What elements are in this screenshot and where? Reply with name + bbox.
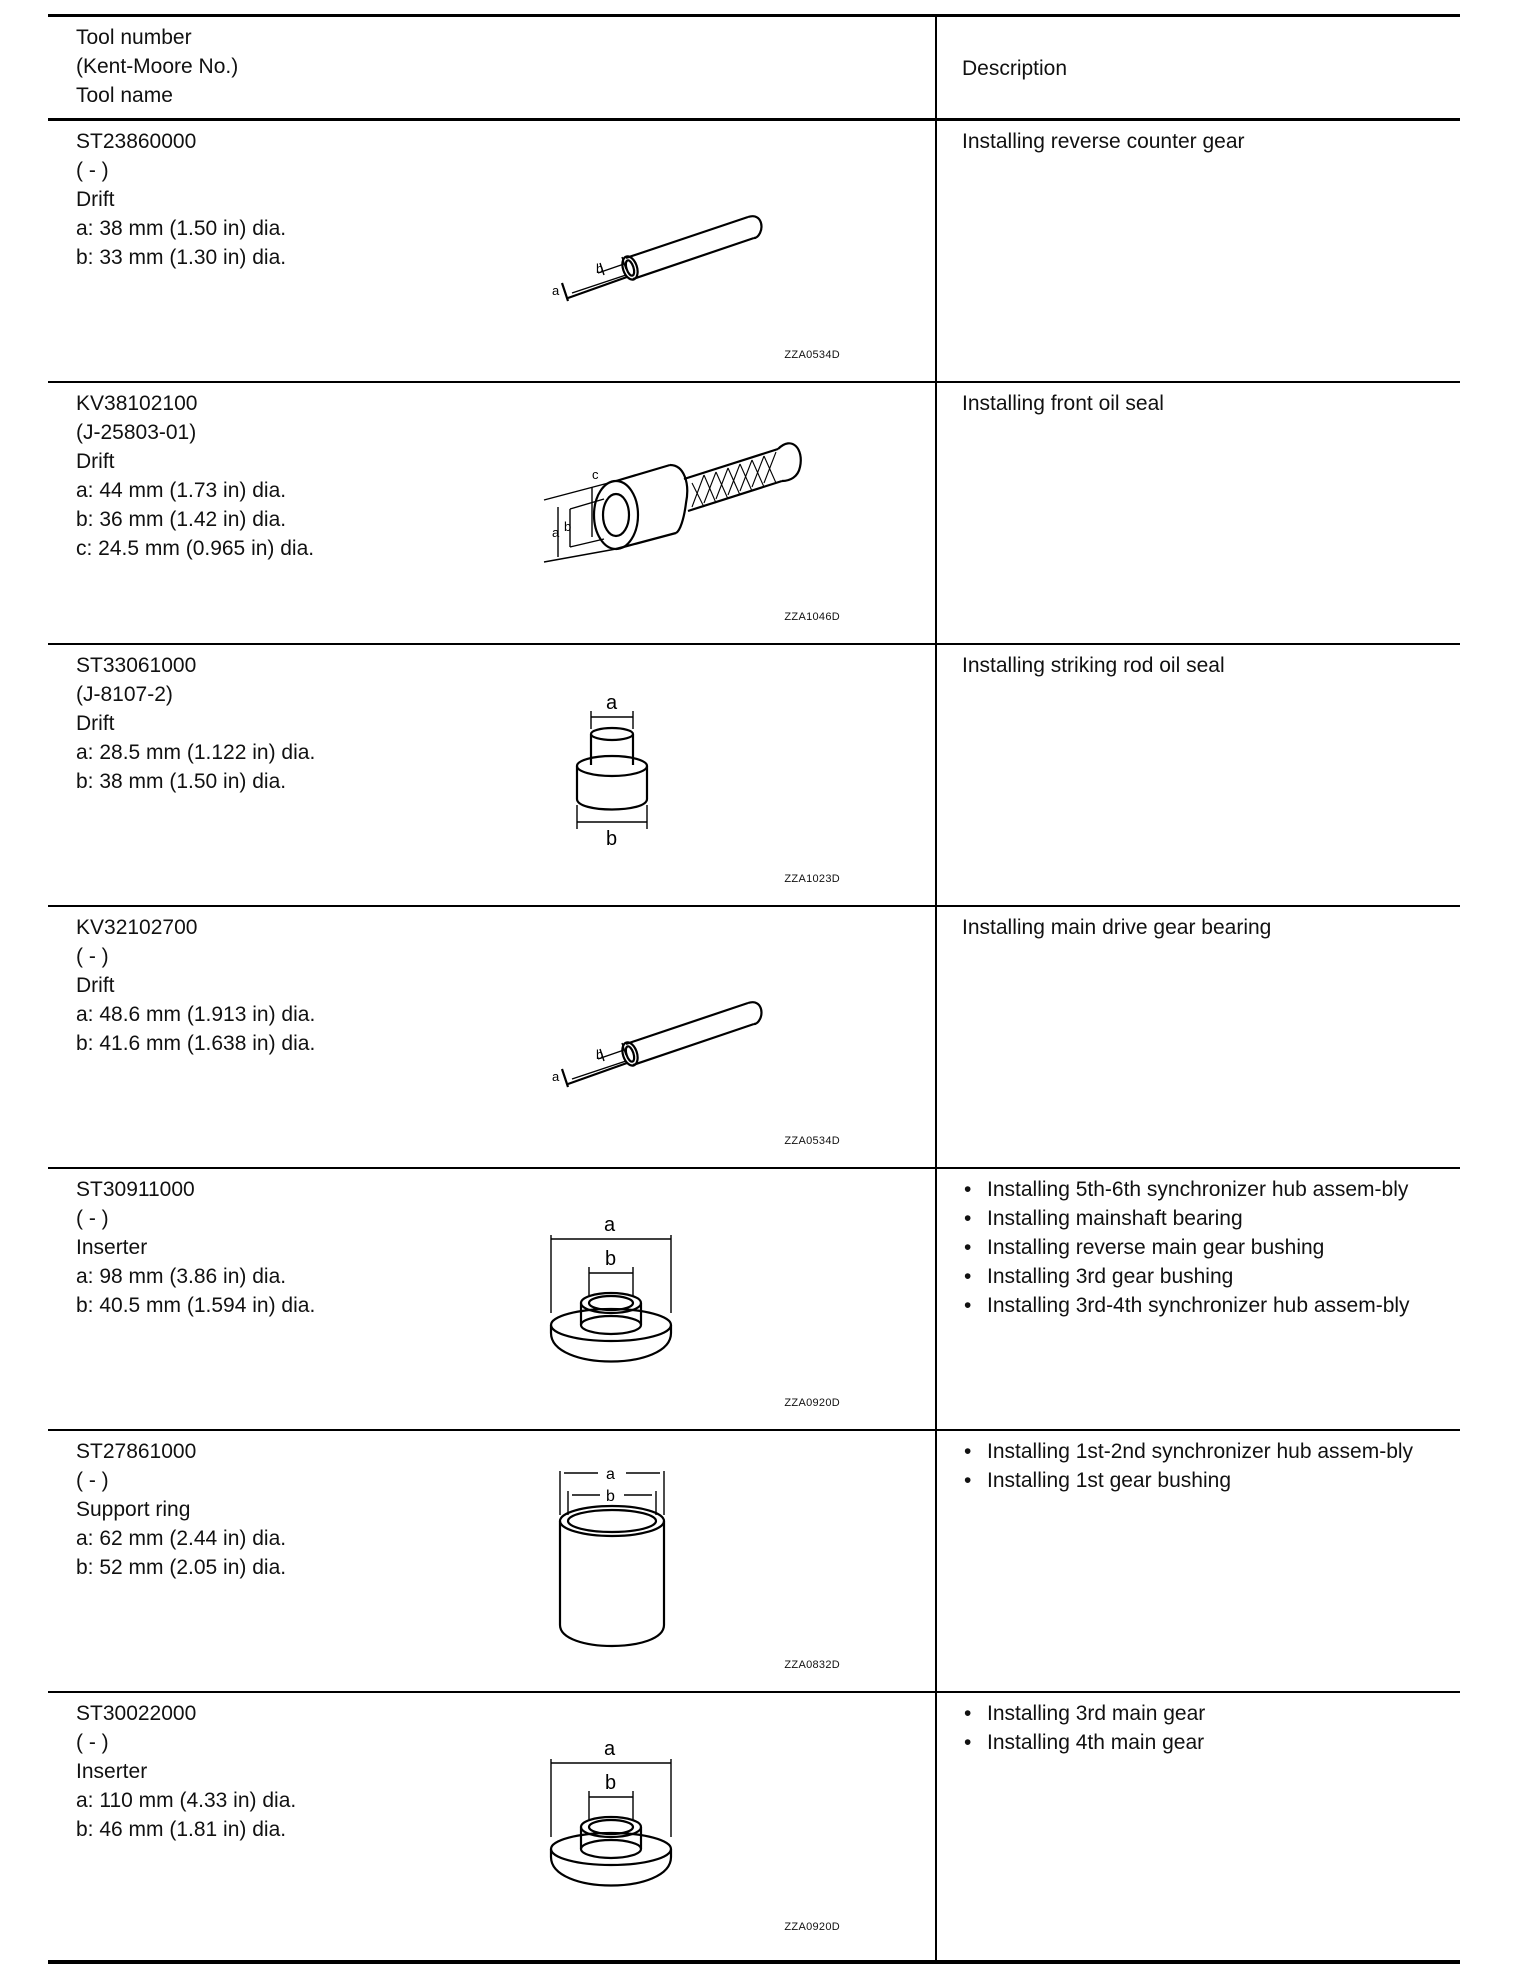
figure-code: ZZA0534D [784, 1135, 840, 1147]
tube-drift-icon [508, 911, 888, 1161]
tool-dimension: c: 24.5 mm (0.965 in) dia. [76, 537, 315, 560]
svg-text:a: a [606, 1466, 615, 1483]
tool-dimension: a: 38 mm (1.50 in) dia. [76, 217, 287, 240]
tool-dimension: a: 28.5 mm (1.122 in) dia. [76, 741, 316, 764]
svg-text:a: a [604, 1738, 616, 1760]
svg-text:b: b [596, 261, 604, 276]
svg-text:c: c [592, 467, 599, 482]
figure-code: ZZA1046D [784, 611, 840, 623]
description-item: • Installing 3rd-4th synchronizer hub assem-bly [962, 1291, 1442, 1320]
tool-number: KV32102700 [76, 916, 198, 939]
tool-spec [76, 1437, 286, 1582]
table-header [48, 17, 1460, 118]
header-description: Description [962, 57, 1068, 80]
tool-spec [76, 1175, 315, 1320]
svg-text:a: a [604, 1214, 616, 1236]
tool-dimension: a: 110 mm (4.33 in) dia. [76, 1789, 297, 1812]
table-bottom-rule [48, 1960, 1460, 1964]
tool-spec [76, 1699, 296, 1844]
table-row [48, 1693, 1460, 1955]
tool-number: ST27861000 [76, 1440, 197, 1463]
tool-dimension: b: 36 mm (1.42 in) dia. [76, 508, 287, 531]
tool-name: Support ring [76, 1498, 191, 1521]
tool-dimension: b: 46 mm (1.81 in) dia. [76, 1818, 287, 1841]
tool-spec [76, 913, 315, 1058]
description-item: • Installing 3rd main gear [962, 1699, 1442, 1728]
tool-name: Drift [76, 450, 115, 473]
description-item: • Installing 3rd gear bushing [962, 1262, 1442, 1291]
figure-code: ZZA0920D [784, 1397, 840, 1409]
tool-description [962, 651, 1442, 680]
tool-number: ST23860000 [76, 130, 197, 153]
support-ring-icon [508, 1435, 888, 1685]
description-list [962, 1175, 1442, 1320]
header-tool-number: Tool number [76, 26, 192, 49]
tool-dimension: b: 38 mm (1.50 in) dia. [76, 770, 287, 793]
tool-description [962, 1699, 1442, 1757]
tool-dimension: b: 52 mm (2.05 in) dia. [76, 1556, 287, 1579]
table-row [48, 383, 1460, 645]
tool-description [962, 127, 1442, 156]
svg-text:a: a [552, 525, 560, 540]
kent-moore-number: ( - ) [76, 1731, 109, 1754]
tool-number: ST30022000 [76, 1702, 197, 1725]
inserter-icon [508, 1173, 888, 1423]
kent-moore-number: ( - ) [76, 159, 109, 182]
header-kent-moore: (Kent-Moore No.) [76, 55, 239, 78]
description-item: • Installing mainshaft bearing [962, 1204, 1442, 1233]
header-tool-name: Tool name [76, 84, 173, 107]
tool-spec [76, 127, 286, 272]
kent-moore-number: ( - ) [76, 1207, 109, 1230]
tool-dimension: b: 33 mm (1.30 in) dia. [76, 246, 287, 269]
description-list [962, 1437, 1442, 1495]
description-text: Installing main drive gear bearing [962, 916, 1272, 939]
kent-moore-number: ( - ) [76, 945, 109, 968]
tool-dimension: b: 41.6 mm (1.638 in) dia. [76, 1032, 316, 1055]
svg-text:a: a [606, 692, 618, 714]
table-row [48, 1169, 1460, 1431]
table-row [48, 907, 1460, 1169]
header-tool-column [76, 23, 238, 110]
svg-text:b: b [605, 1772, 617, 1794]
svg-text:b: b [596, 1047, 604, 1062]
table-row [48, 121, 1460, 383]
description-list [962, 1699, 1442, 1757]
description-item: • Installing reverse main gear bushing [962, 1233, 1442, 1262]
tool-name: Drift [76, 712, 115, 735]
svg-text:b: b [564, 519, 572, 534]
svg-text:b: b [605, 1248, 617, 1270]
tool-description [962, 389, 1442, 418]
svg-text:b: b [606, 828, 618, 850]
tool-description [962, 1437, 1442, 1495]
description-text: Installing front oil seal [962, 392, 1164, 415]
tube-drift-icon [508, 125, 888, 375]
tool-dimension: a: 98 mm (3.86 in) dia. [76, 1265, 287, 1288]
tool-dimension: b: 40.5 mm (1.594 in) dia. [76, 1294, 316, 1317]
kent-moore-number: (J-25803-01) [76, 421, 197, 444]
description-item: • Installing 1st-2nd synchronizer hub assem-bly [962, 1437, 1442, 1466]
table-row [48, 1431, 1460, 1693]
description-item: • Installing 5th-6th synchronizer hub assem-bly [962, 1175, 1442, 1204]
tool-name: Drift [76, 188, 115, 211]
tool-name: Inserter [76, 1760, 148, 1783]
table-row [48, 645, 1460, 907]
stepped-drift-icon [508, 649, 888, 899]
inserter-icon [508, 1697, 888, 1947]
tool-spec [76, 389, 314, 563]
tool-name: Inserter [76, 1236, 148, 1259]
figure-code: ZZA0832D [784, 1659, 840, 1671]
tool-number: KV38102100 [76, 392, 198, 415]
description-item: • Installing 4th main gear [962, 1728, 1442, 1757]
description-item: • Installing 1st gear bushing [962, 1466, 1442, 1495]
tool-number: ST30911000 [76, 1178, 195, 1201]
tool-dimension: a: 44 mm (1.73 in) dia. [76, 479, 287, 502]
tool-description [962, 1175, 1442, 1320]
tool-number: ST33061000 [76, 654, 197, 677]
kent-moore-number: ( - ) [76, 1469, 109, 1492]
knurled-drift-icon [508, 387, 888, 637]
tool-spec [76, 651, 315, 796]
description-text: Installing reverse counter gear [962, 130, 1245, 153]
tool-description [962, 913, 1442, 942]
svg-text:a: a [552, 283, 560, 298]
figure-code: ZZA0920D [784, 1921, 840, 1933]
svg-text:a: a [552, 1069, 560, 1084]
figure-code: ZZA1023D [784, 873, 840, 885]
kent-moore-number: (J-8107-2) [76, 683, 173, 706]
tool-name: Drift [76, 974, 115, 997]
tool-dimension: a: 48.6 mm (1.913 in) dia. [76, 1003, 316, 1026]
description-text: Installing striking rod oil seal [962, 654, 1225, 677]
tool-dimension: a: 62 mm (2.44 in) dia. [76, 1527, 287, 1550]
figure-code: ZZA0534D [784, 349, 840, 361]
svg-text:b: b [606, 1488, 615, 1505]
